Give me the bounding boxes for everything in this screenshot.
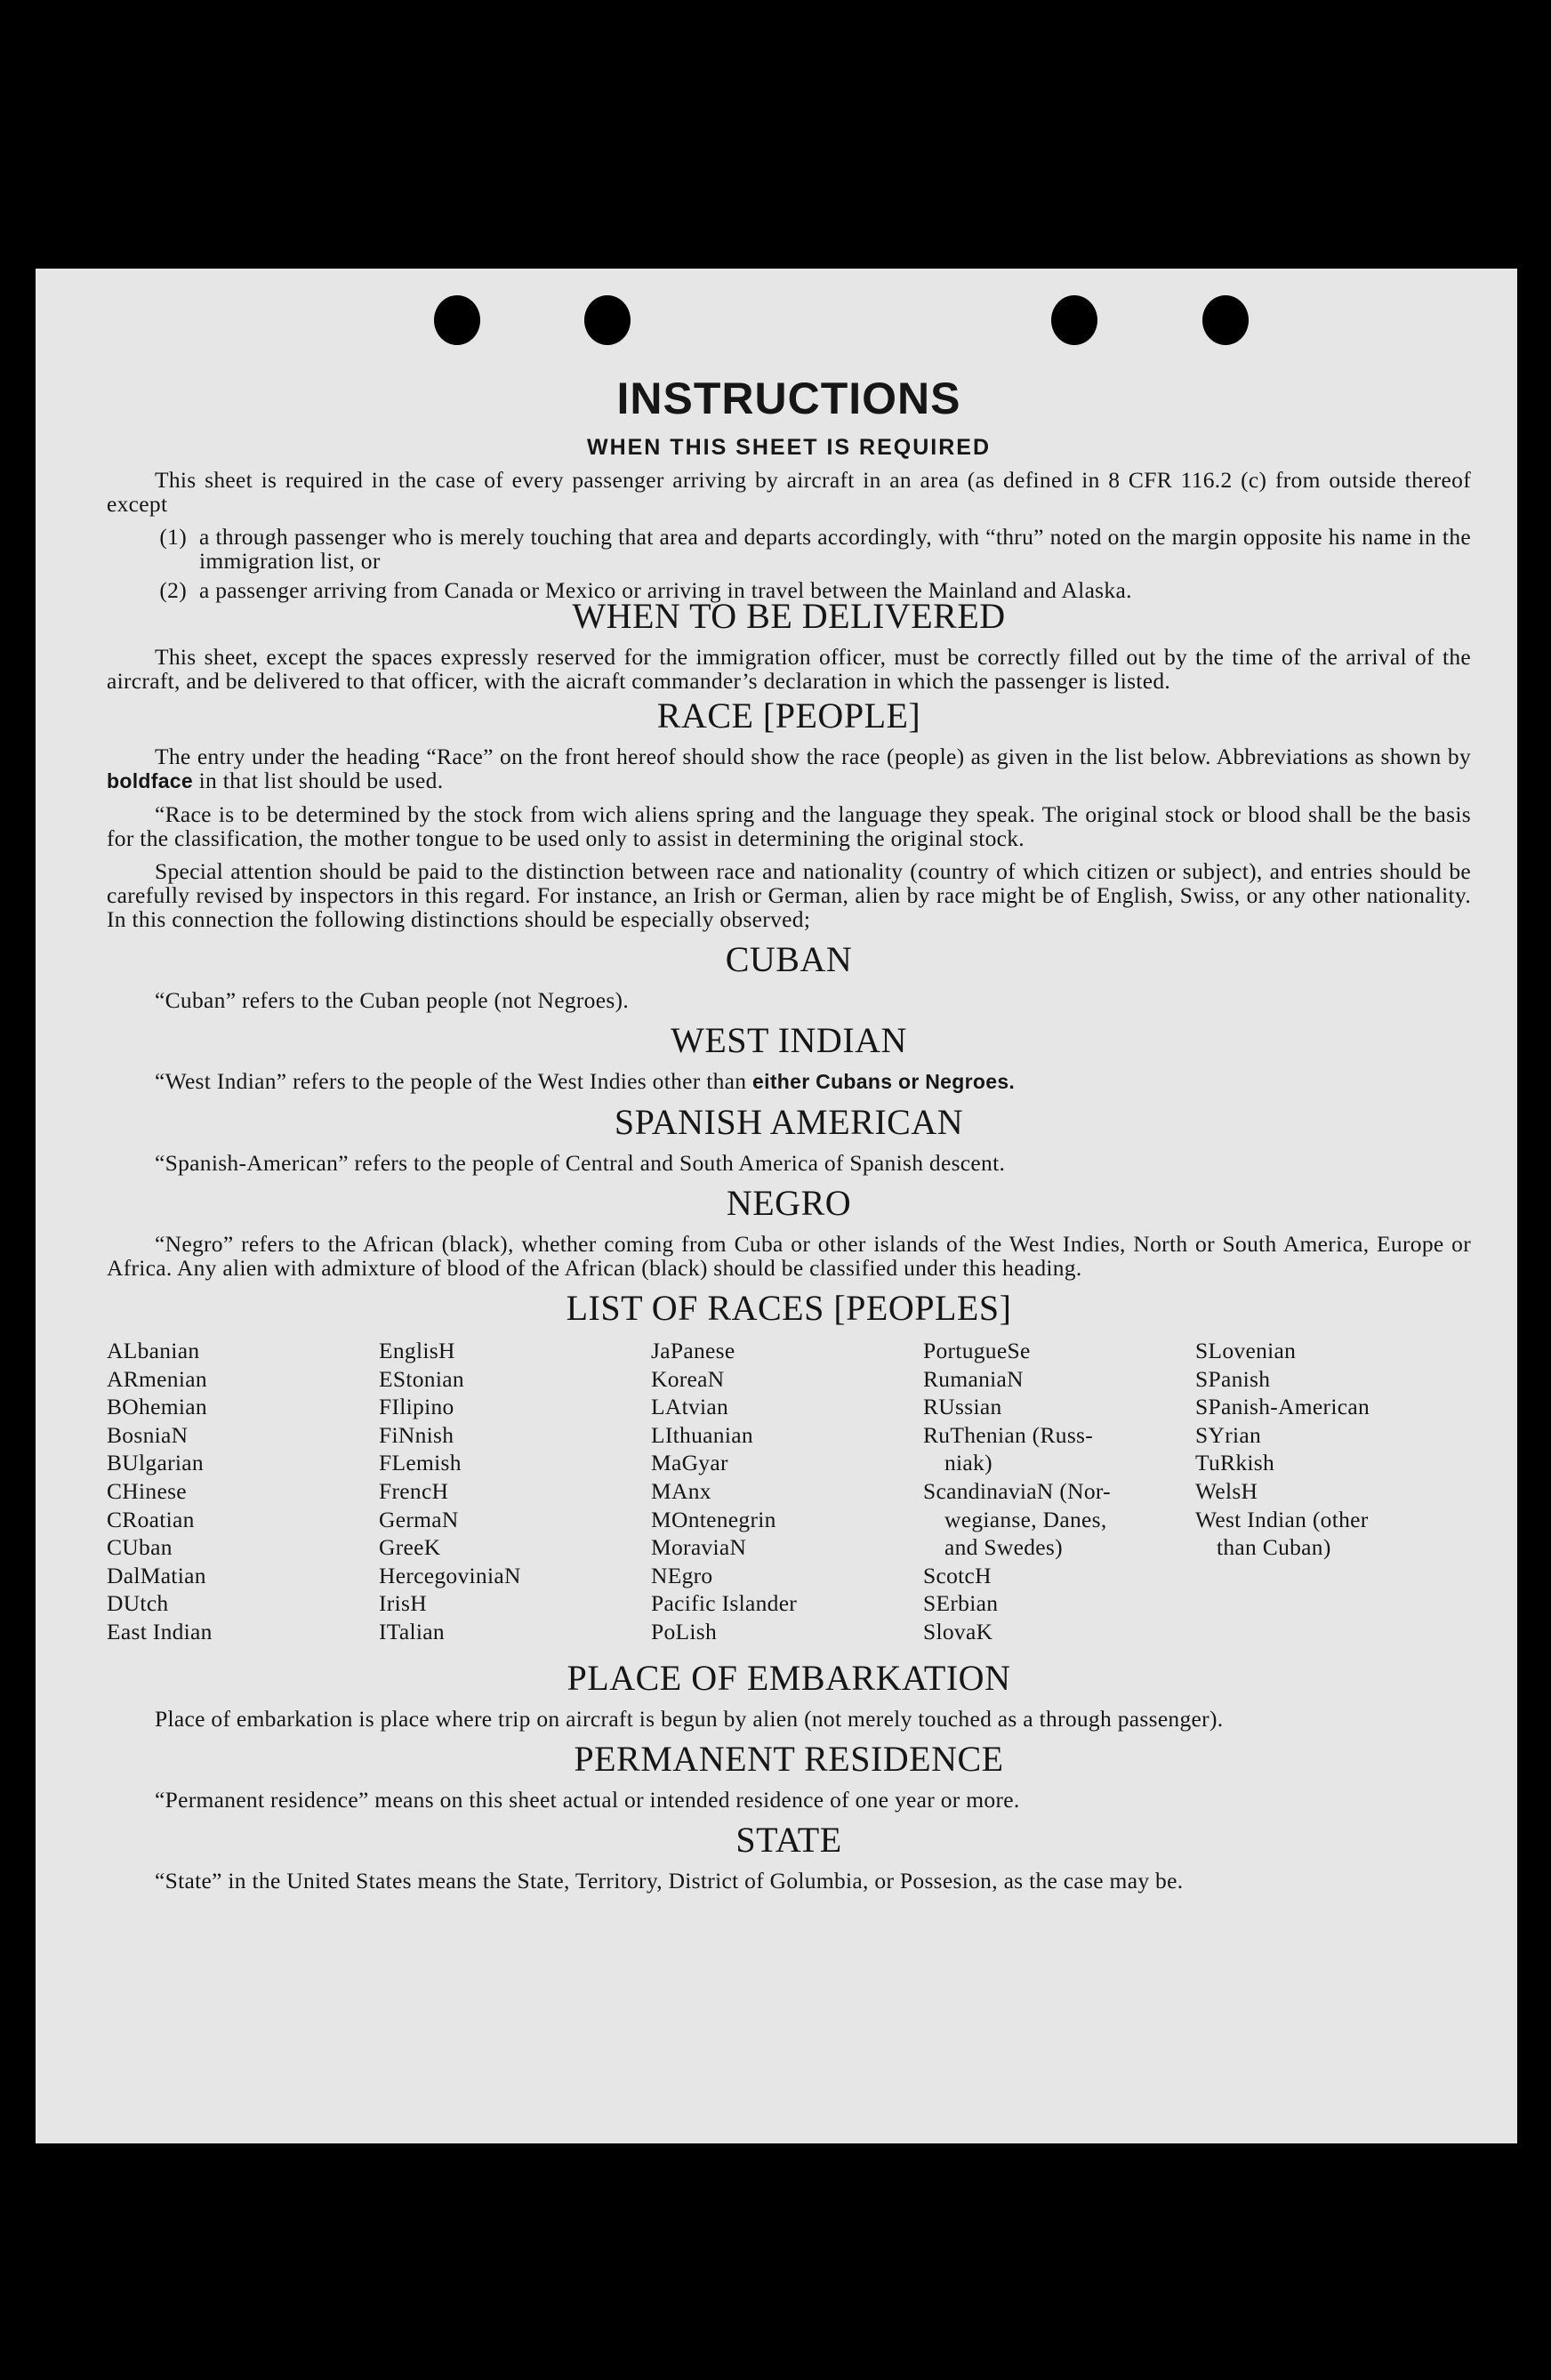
permanent-residence-paragraph: “Permanent residence” means on this sheet actual or intended residence of one year or more.: [155, 1786, 1020, 1813]
section-heading-permanent-residence: PERMANENT RESIDENCE: [574, 1738, 1004, 1779]
race-entry: LIthuanian: [651, 1421, 753, 1448]
race-entry: ScandinaviaN (Nor-: [923, 1477, 1111, 1504]
race-entry: East Indian: [107, 1618, 213, 1644]
race-entry: DalMatian: [107, 1562, 206, 1588]
punch-hole-1: [434, 295, 480, 345]
intro-paragraph: This sheet is required in the case of every passenger arriving by aircraft in an area (as defined in 8 CFR 116.2 (c) from outside thereof except: [107, 467, 1471, 517]
race-entry: SErbian: [923, 1590, 999, 1617]
race-entry: MAnx: [651, 1477, 711, 1504]
race-entry: EStonian: [379, 1365, 464, 1392]
race-entry: MOntenegrin: [651, 1506, 776, 1532]
race-entry: and Swedes): [944, 1534, 1063, 1561]
race-entry: CUban: [107, 1534, 173, 1561]
race-column: [1195, 1337, 1471, 1646]
race-entry: HercegoviniaN: [379, 1562, 521, 1588]
race-entry: wegianse, Danes,: [944, 1506, 1107, 1532]
section-heading-when-delivered: WHEN TO BE DELIVERED: [572, 596, 1006, 636]
race-paragraph-1: [107, 744, 1471, 793]
race-entry: West Indian (other: [1195, 1506, 1369, 1532]
race-entry: KoreaN: [651, 1365, 725, 1392]
race-entry: IrisH: [379, 1590, 427, 1617]
exception-text: a through passenger who is merely touching that area and departs accordingly, with “thru” noted on the margin opposite his name in the immigration list, or: [199, 524, 1471, 574]
spanish-american-paragraph: “Spanish-American” refers to the people of Central and South America of Spanish descent.: [155, 1150, 1006, 1176]
race-entry: FIlipino: [379, 1394, 454, 1420]
section-heading-west-indian: WEST INDIAN: [671, 1020, 907, 1060]
race-entry: FLemish: [379, 1450, 462, 1476]
race-entry: PortugueSe: [923, 1338, 1031, 1363]
punch-hole-3: [1051, 295, 1097, 345]
race-entry: DUtch: [107, 1590, 169, 1617]
exception-number: (1): [159, 524, 187, 550]
race-entry: than Cuban): [1217, 1534, 1331, 1561]
race-entry: NEgro: [651, 1562, 713, 1588]
boldface-word: boldface: [107, 769, 193, 792]
race-entry: GermaN: [379, 1506, 459, 1532]
state-paragraph: “State” in the United States means the State, Territory, District of Golumbia, or Possesion, as the case may be.: [155, 1867, 1184, 1894]
section-heading-race: RACE [PEOPLE]: [656, 696, 921, 736]
race-entry: JaPanese: [651, 1338, 735, 1363]
race-column: [651, 1337, 923, 1646]
document-subtitle: WHEN THIS SHEET IS REQUIRED: [586, 435, 992, 460]
section-heading-spanish-american: SPANISH AMERICAN: [614, 1102, 964, 1142]
punch-hole-4: [1202, 295, 1249, 345]
race-entry: SPanish-American: [1195, 1394, 1370, 1420]
when-delivered-paragraph: This sheet, except the spaces expressly reserved for the immigration officer, must be correctly filled out by the time of the arrival of the aircraft, and be delivered to that officer, with the aicraft commander’s declaration in which the passenger is listed.: [107, 644, 1471, 694]
cuban-paragraph: “Cuban” refers to the Cuban people (not Negroes).: [155, 987, 630, 1013]
race-entry: ITalian: [379, 1618, 445, 1644]
race-entry: FrencH: [379, 1477, 449, 1504]
race-entry: LAtvian: [651, 1394, 729, 1420]
race-paragraph-3: Special attention should be paid to the distinction between race and nationality (country of which citizen or subject), and entries should be carefully revised by inspectors in this regard. For instance, an Irish or German, alien by race might be of English, Swiss, or any other nationality. In this connection the following distinctions should be especially observed;: [107, 858, 1471, 932]
race-entry: TuRkish: [1195, 1450, 1275, 1476]
section-heading-negro: NEGRO: [726, 1183, 852, 1223]
race-entry: BUlgarian: [107, 1450, 204, 1476]
negro-paragraph: “Negro” refers to the African (black), whether coming from Cuba or other islands of the West Indies, North or South America, Europe or Africa. Any alien with admixture of blood of the African (black) should be classified under this heading.: [107, 1231, 1471, 1281]
west-indian-text: “West Indian” refers to the people of the West Indies other than: [155, 1068, 753, 1094]
race-entry: CRoatian: [107, 1506, 195, 1532]
race-entry: ARmenian: [107, 1365, 207, 1392]
section-heading-cuban: CUBAN: [725, 939, 853, 979]
section-heading-list-of-races: LIST OF RACES [PEOPLES]: [566, 1288, 1012, 1328]
race-entry: RuThenian (Russ-: [923, 1421, 1094, 1448]
race-paragraph-1-end: in that list should be used.: [192, 768, 444, 793]
race-column: [923, 1337, 1195, 1646]
race-entry: EnglisH: [379, 1338, 455, 1363]
place-of-embarkation-paragraph: Place of embarkation is place where trip on aircraft is begun by alien (not merely touched as a through passenger).: [155, 1705, 1224, 1732]
race-entry: SYrian: [1195, 1421, 1262, 1448]
section-heading-state: STATE: [735, 1819, 842, 1860]
race-entry: MaGyar: [651, 1450, 728, 1476]
race-paragraph-2: “Race is to be determined by the stock from wich aliens spring and the language they speak. The original stock or blood shall be the basis for the classification, the mother tongue to be used only to assist in determining the original stock.: [107, 801, 1471, 851]
document-sheet: [36, 269, 1517, 2143]
exception-text: a passenger arriving from Canada or Mexico or arriving in travel between the Mainland and Alaska.: [199, 577, 1132, 603]
race-entry: RumaniaN: [923, 1365, 1024, 1392]
section-heading-place-of-embarkation: PLACE OF EMBARKATION: [567, 1657, 1011, 1698]
race-entry: Pacific Islander: [651, 1590, 798, 1617]
race-entry: PoLish: [651, 1618, 718, 1644]
race-entry: RUssian: [923, 1394, 1002, 1420]
west-indian-paragraph: [107, 1069, 1471, 1094]
document-content: [107, 374, 1471, 1902]
race-entry: niak): [944, 1450, 992, 1476]
race-paragraph-1-start: The entry under the heading “Race” on the front hereof should show the race (people) as given in the list below. Abbreviations as shown by: [155, 744, 1471, 769]
race-entry: WelsH: [1195, 1477, 1258, 1504]
punch-hole-2: [584, 295, 631, 345]
race-entry: ScotcH: [923, 1562, 992, 1588]
race-column: [379, 1337, 651, 1646]
exception-number: (2): [159, 577, 187, 603]
race-entry: MoraviaN: [651, 1534, 747, 1561]
west-indian-bold-text: either Cubans or Negroes.: [752, 1070, 1016, 1093]
race-entry: ALbanian: [107, 1338, 200, 1363]
race-entry: SlovaK: [923, 1618, 993, 1644]
race-entry: FiNnish: [379, 1421, 454, 1448]
race-entry: GreeK: [379, 1534, 441, 1561]
race-entry: SPanish: [1195, 1365, 1271, 1392]
document-title: INSTRUCTIONS: [616, 374, 961, 423]
race-column: [107, 1337, 379, 1646]
race-entry: BOhemian: [107, 1394, 207, 1420]
exception-item: [107, 525, 1471, 573]
race-entry: SLovenian: [1195, 1338, 1297, 1363]
race-entry: CHinese: [107, 1477, 187, 1504]
race-list: [107, 1337, 1471, 1646]
race-entry: BosniaN: [107, 1421, 189, 1448]
